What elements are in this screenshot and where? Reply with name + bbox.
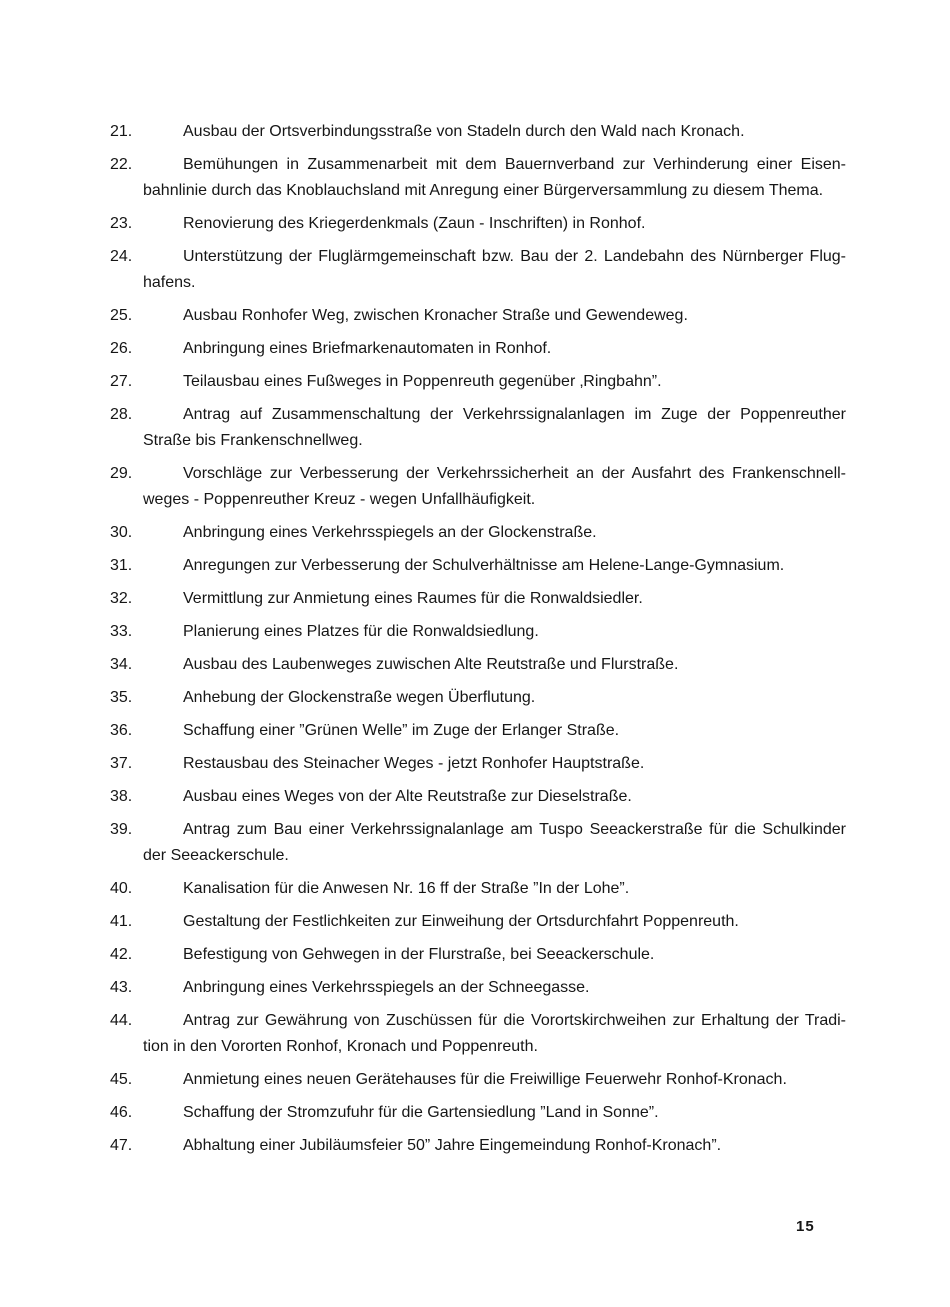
list-item xyxy=(110,652,846,678)
item-text: Anbringung eines Verkehrsspiegels an der Glockenstraße. xyxy=(183,524,597,541)
item-number: 33. xyxy=(110,623,133,640)
list-item xyxy=(110,303,846,329)
item-number: 39. xyxy=(110,821,133,838)
list-item xyxy=(110,619,846,645)
item-text: Ausbau eines Weges von der Alte Reutstraße zur Dieselstraße. xyxy=(183,788,632,805)
item-text: Vorschläge zur Verbesserung der Verkehrssicherheit an der Ausfahrt des Frankenschnellweges - Poppenreuther Kreuz - wegen Unfallhäufigkeit. xyxy=(143,465,846,508)
item-number: 26. xyxy=(110,340,133,357)
item-number: 30. xyxy=(110,524,133,541)
item-number: 44. xyxy=(110,1012,133,1029)
item-text: Antrag zum Bau einer Verkehrssignalanlage am Tuspo Seeackerstraße für die Schulkinder der Seeackerschule. xyxy=(143,821,846,864)
list-item xyxy=(110,876,846,902)
list-item xyxy=(110,244,846,296)
list-item xyxy=(110,685,846,711)
item-number: 47. xyxy=(110,1137,133,1154)
list-item xyxy=(110,1008,846,1060)
item-number: 22. xyxy=(110,156,133,173)
list-item xyxy=(110,553,846,579)
item-text: Anhebung der Glockenstraße wegen Überflutung. xyxy=(183,689,536,706)
list-item xyxy=(110,152,846,204)
item-number: 42. xyxy=(110,946,133,963)
list-item xyxy=(110,520,846,546)
item-number: 23. xyxy=(110,215,133,232)
item-text: Restausbau des Steinacher Weges - jetzt Ronhofer Hauptstraße. xyxy=(183,755,645,772)
item-number: 21. xyxy=(110,123,133,140)
list-item xyxy=(110,1067,846,1093)
item-text: Ausbau Ronhofer Weg, zwischen Kronacher Straße und Gewendeweg. xyxy=(183,307,688,324)
list-item xyxy=(110,402,846,454)
item-number: 34. xyxy=(110,656,133,673)
item-number: 41. xyxy=(110,913,133,930)
list-item xyxy=(110,336,846,362)
list-item xyxy=(110,1133,846,1159)
item-text: Unterstützung der Fluglärmgemeinschaft bzw. Bau der 2. Landebahn des Nürnberger Flughafens. xyxy=(143,248,846,291)
item-number: 29. xyxy=(110,465,133,482)
item-text: Anbringung eines Briefmarkenautomaten in Ronhof. xyxy=(183,340,552,357)
item-text: Befestigung von Gehwegen in der Flurstraße, bei Seeackerschule. xyxy=(183,946,655,963)
item-number: 36. xyxy=(110,722,133,739)
item-text: Renovierung des Kriegerdenkmals (Zaun - Inschriften) in Ronhof. xyxy=(183,215,646,232)
item-text: Vermittlung zur Anmietung eines Raumes für die Ronwaldsiedler. xyxy=(183,590,643,607)
item-text: Kanalisation für die Anwesen Nr. 16 ff der Straße ”In der Lohe”. xyxy=(183,880,630,897)
list-item xyxy=(110,461,846,513)
item-text: Ausbau der Ortsverbindungsstraße von Stadeln durch den Wald nach Kronach. xyxy=(183,123,745,140)
item-text: Schaffung der Stromzufuhr für die Gartensiedlung ”Land in Sonne”. xyxy=(183,1104,659,1121)
item-text: Anmietung eines neuen Gerätehauses für die Freiwillige Feuerwehr Ronhof-Kronach. xyxy=(183,1071,787,1088)
item-text: Gestaltung der Festlichkeiten zur Einweihung der Ortsdurchfahrt Poppenreuth. xyxy=(183,913,739,930)
list-item xyxy=(110,718,846,744)
item-number: 46. xyxy=(110,1104,133,1121)
item-number: 37. xyxy=(110,755,133,772)
item-text: Schaffung einer ”Grünen Welle” im Zuge der Erlanger Straße. xyxy=(183,722,620,739)
item-text: Antrag auf Zusammenschaltung der Verkehrssignalanlagen im Zuge der Poppenreuther Straße bis Frankenschnellweg. xyxy=(143,406,846,449)
list-item xyxy=(110,751,846,777)
item-number: 35. xyxy=(110,689,133,706)
item-number: 45. xyxy=(110,1071,133,1088)
list-item xyxy=(110,1100,846,1126)
list-item xyxy=(110,369,846,395)
item-number: 25. xyxy=(110,307,133,324)
list-item xyxy=(110,942,846,968)
item-number: 40. xyxy=(110,880,133,897)
item-number: 43. xyxy=(110,979,133,996)
item-text: Anbringung eines Verkehrsspiegels an der Schneegasse. xyxy=(183,979,590,996)
list-item xyxy=(110,119,846,145)
item-text: Planierung eines Platzes für die Ronwaldsiedlung. xyxy=(183,623,539,640)
list-item xyxy=(110,975,846,1001)
item-text: Anregungen zur Verbesserung der Schulverhältnisse am Helene-Lange-Gymnasium. xyxy=(183,557,785,574)
item-text: Antrag zur Gewährung von Zuschüssen für die Vorortskirchweihen zur Erhaltung der Tradition in den Vororten Ronhof, Kronach und Poppenreuth. xyxy=(143,1012,846,1055)
list-item xyxy=(110,211,846,237)
item-number: 24. xyxy=(110,248,133,265)
item-text: Abhaltung einer Jubiläumsfeier 50” Jahre Eingemeindung Ronhof-Kronach”. xyxy=(183,1137,722,1154)
item-number: 31. xyxy=(110,557,133,574)
item-number: 38. xyxy=(110,788,133,805)
list-item xyxy=(110,784,846,810)
page-number: 15 xyxy=(796,1218,815,1235)
item-text: Bemühungen in Zusammenarbeit mit dem Bauernverband zur Verhinderung einer Eisenbahnlinie durch das Knoblauchsland mit Anregung einer Bürgerversammlung zu diesem Thema. xyxy=(143,156,846,199)
list-item xyxy=(110,586,846,612)
list-item xyxy=(110,909,846,935)
list-item xyxy=(110,817,846,869)
item-text: Teilausbau eines Fußweges in Poppenreuth gegenüber ‚Ringbahn”. xyxy=(183,373,662,390)
item-number: 32. xyxy=(110,590,133,607)
item-text: Ausbau des Laubenweges zuwischen Alte Reutstraße und Flurstraße. xyxy=(183,656,679,673)
item-number: 28. xyxy=(110,406,133,423)
item-number: 27. xyxy=(110,373,133,390)
numbered-list xyxy=(110,119,846,1166)
